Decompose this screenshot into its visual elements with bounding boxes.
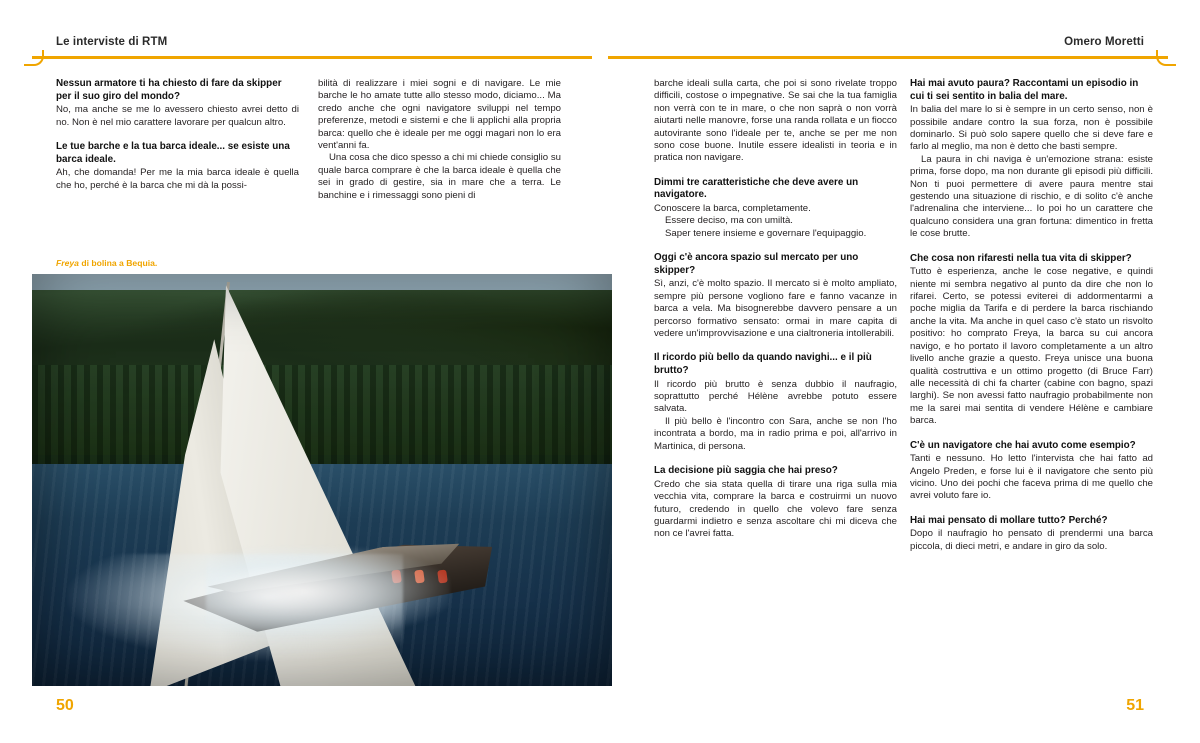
interview-answer: Credo che sia stata quella di tirare una riga sulla mia vecchia vita, comprare la barca e costruirmi un nuovo futuro, credendo in quello che volevo fare senza guardarmi indietro e senza ascoltare chi mi diceva che non ce l'avrei fatta. [654,478,897,540]
sailing-yacht-photo [32,274,612,686]
interview-answer-paragraph: Il più bello è l'incontro con Sara, anche se non l'ho incontrata a bordo, ma in radio prima e poi, all'arrivo in Martinica, di persona. [654,415,897,452]
running-header-left: Le interviste di RTM [56,36,168,48]
interview-question: Dimmi tre caratteristiche che deve avere un navigatore. [654,176,859,201]
interview-answer: Tutto è esperienza, anche le cose negative, e quindi niente mi sembra negativo al punto da dire che non lo rifarei. Certo, se potessi eviterei di addormentarmi a poche miglia da Tarifa e di perdere la barca rischiando anche la vita. Ma anche in quel caso c'è stato un risvolto positivo: ho comprato Freya, la barca su cui ancora navigo, e ho portato il lavoro completamente a un altro livello anche grazie a questo. Freya unisce una buona qualità costruttiva e un ottimo progetto (di Bruce Farr) alle necessità di chi fa charter (cabine con bagno, spazi larghi). Se non avessi fatto naufragio probabilmente non me la sarei mai sentita di vendere Hélène e cambiare barca. [910,266,1153,427]
text-column-4 [910,78,1153,553]
interview-question: Il ricordo più bello da quando navighi... e il più brutto? [654,352,872,377]
interview-question: Le tue barche e la tua barca ideale... se esiste una barca ideale. [56,141,290,165]
page-number-right: 51 [1126,697,1144,714]
interview-question: C'è un navigatore che hai avuto come esempio? [910,439,1136,451]
interview-answer: Conoscere la barca, completamente. [654,203,811,215]
interview-answer-paragraph: Saper tenere insieme e governare l'equipaggio. [665,227,867,239]
photo-treeline [32,365,612,472]
page-number-left: 50 [56,697,74,714]
interview-answer: In balia del mare lo si è sempre in un certo senso, non è possibile andare contro la sua forza, non è possibile dominarlo. Si può solo sapere quello che si deve fare e farlo al meglio, ma non è detto che basti sempre. [910,104,1153,153]
interview-answer: Ah, che domanda! Per me la mia barca ideale è quella che ho, perché è la barca che mi dà la possi- [56,167,299,191]
interview-question: Hai mai avuto paura? Raccontami un episodio in cui ti sei sentito in balia del mare. [910,78,1139,102]
running-header-right: Omero Moretti [1064,36,1144,48]
interview-answer-paragraph: Essere deciso, ma con umiltà. [665,215,793,227]
interview-answer: Dopo il naufragio ho pensato di prendermi una barca piccola, di dieci metri, e andare in giro da solo. [910,528,1153,552]
interview-question: La decisione più saggia che hai preso? [654,465,838,477]
text-column-2 [318,78,561,202]
interview-question: Che cosa non rifaresti nella tua vita di skipper? [910,252,1132,264]
photo-caption [56,258,157,268]
interview-answer-paragraph: bilità di realizzare i miei sogni e di navigare. Le mie barche le ho amate tutte allo stesso modo, diciamo... Ma credo anche che ogni navigatore sviluppi nel tempo preferenze, metodi e sistemi e che li applichi alla propria barca: quello che è ideale per me oggi magari non lo era vent'anni fa. [318,78,561,152]
interview-answer-paragraph: Una cosa che dico spesso a chi mi chiede consiglio su quale barca comprare è che la barca ideale è quella che sei in grado di gestire, sia in mare che a terra. Le banchine e i rimessaggi sono pieni di [318,152,561,201]
interview-answer-paragraph: barche ideali sulla carta, che poi si sono rivelate troppo difficili, costose o impegnative. Se sai che la tua famiglia non verrà con te in mare, o che non saprà o non vorrà aiutarti nelle manovre, forse una randa rollata e un fiocco autovirante sono l'ideale per te, anche se per me non sono cose buone. Inutile essere idealisti in teoria e in pratica non navigare. [654,78,897,164]
photo-caption-boat-name: Freya [56,258,79,268]
interview-answer: Il ricordo più brutto è senza dubbio il naufragio, soprattutto perché Hélène avrebbe potuto essere salvata. [654,378,897,415]
interview-answer: Sì, anzi, c'è molto spazio. Il mercato si è molto ampliato, sempre più persone vogliono fare e fanno vacanze in barca a vela. Ma bisognerebbe davvero pensare a un percorso formativo sensato: ormai in mare capita di vedere un'improvvisazione e una cialtroneria intollerabili. [654,278,897,340]
interview-answer: Tanti e nessuno. Ho letto l'intervista che hai fatto ad Angelo Preden, e forse lui è il navigatore che sento più vicino. Uno dei pochi che faceva prima di me quello che avrei voluto fare io. [910,453,1153,502]
text-column-3 [654,78,897,541]
photo-wake [206,546,450,637]
interview-answer: No, ma anche se me lo avessero chiesto avrei detto di no. Non è nel mio carattere lavorare per qualcun altro. [56,104,299,128]
interview-question: Oggi c'è ancora spazio sul mercato per uno skipper? [654,252,859,276]
header-rule-right [608,56,1168,59]
interview-answer-paragraph: La paura in chi naviga è un'emozione strana: esiste prima, forse dopo, ma non durante gli episodi più difficili. Non ti puoi permettere di avere paura mentre stai gestendo una situazione di rischio, e di solito c'è anche l'adrenalina che interviene... Io poi ho un carattere che qualcuno considera una gran fortuna: dimentico in fretta le cose brutte. [910,153,1153,240]
header-rule-left [32,56,592,59]
flourish-left-icon [24,50,44,66]
interview-question: Nessun armatore ti ha chiesto di fare da skipper per il suo giro del mondo? [56,78,282,102]
text-column-1 [56,78,299,192]
flourish-right-icon [1156,50,1176,66]
photo-caption-rest: di bolina a Bequia. [78,258,158,268]
interview-question: Hai mai pensato di mollare tutto? Perché? [910,514,1108,526]
